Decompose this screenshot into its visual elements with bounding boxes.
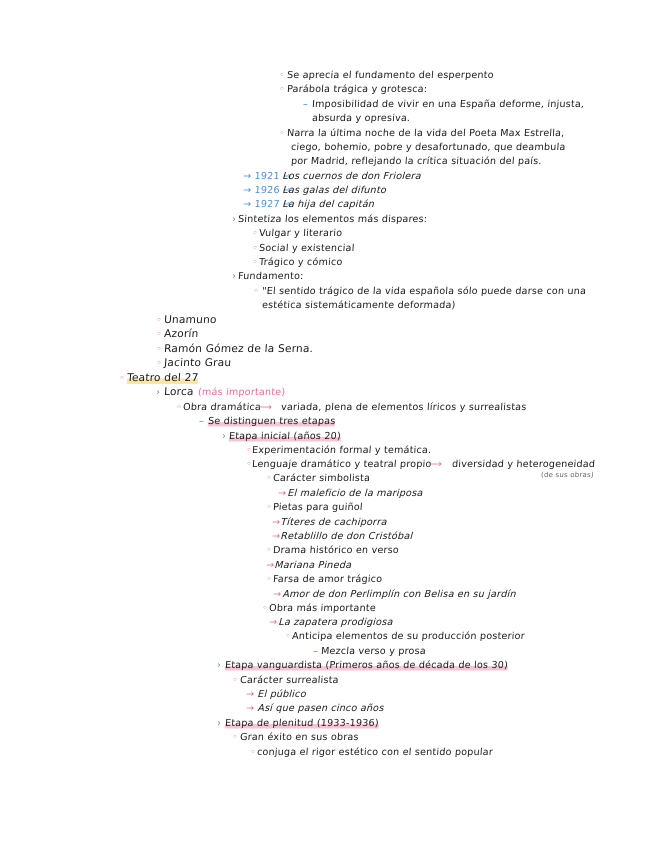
- bullet-icon: ◦: [251, 228, 259, 239]
- note-line-part: →: [277, 488, 287, 499]
- bullet-icon: ◦: [284, 631, 292, 642]
- bullet-icon: ◦: [261, 603, 269, 614]
- note-line: estética sistemáticamente deformada): [261, 300, 456, 311]
- bullet-icon: –: [198, 416, 205, 427]
- note-line: Carácter simbolista: [272, 473, 371, 484]
- note-line-part: Retablillo de don Cristóbal: [280, 531, 414, 542]
- note-line: Narra la última noche de la vida del Poeta Max Estrella,: [286, 128, 565, 139]
- bullet-icon: –: [302, 99, 309, 110]
- bullet-icon: ◦: [249, 747, 257, 758]
- note-line-part: →: [245, 703, 255, 714]
- bullet-icon: ›: [221, 431, 227, 442]
- note-line-part: → 1926 →: [242, 185, 292, 196]
- note-line: Vulgar y literario: [258, 228, 343, 239]
- note-line: Etapa vanguardista (Primeros años de década de los 30): [224, 660, 509, 671]
- bullet-icon: ◦: [231, 675, 239, 686]
- note-line: Ramón Gómez de la Serna.: [163, 343, 314, 355]
- note-line: Mezcla verso y prosa: [320, 646, 427, 657]
- note-line-part: variada, plena de elementos líricos y surrealistas: [280, 402, 527, 413]
- note-line-part: →: [272, 589, 282, 600]
- note-line-part: → 1921 →: [242, 171, 292, 182]
- bullet-icon: ◦: [278, 70, 286, 81]
- bullet-icon: ›: [216, 718, 222, 729]
- bullet-icon: ◦: [278, 84, 286, 95]
- note-line: Fundamento:: [237, 271, 304, 282]
- note-line-part: (más importante): [197, 387, 286, 398]
- bullet-icon: –: [312, 646, 319, 657]
- note-line-part: ›: [155, 387, 161, 398]
- bullet-icon: ◦: [155, 358, 163, 369]
- bullet-icon: ◦: [265, 545, 273, 556]
- note-line-part: ◦: [175, 402, 183, 413]
- bullet-icon: ◦: [245, 445, 253, 456]
- note-line: "El sentido trágico de la vida española sólo puede darse con una: [261, 286, 587, 297]
- note-line: Obra más importante: [268, 603, 377, 614]
- note-line: Carácter surrealista: [239, 675, 340, 686]
- note-line: Pietas para guiñol: [272, 502, 364, 513]
- note-line: Se distinguen tres etapas: [207, 416, 336, 427]
- note-line: Azorín: [163, 328, 199, 340]
- note-line: conjuga el rigor estético con el sentido popular: [256, 747, 494, 758]
- bullet-icon: ◦: [251, 257, 259, 268]
- note-line: Unamuno: [163, 314, 218, 326]
- note-line-part: Títeres de cachiporra: [280, 517, 388, 528]
- note-line-part: Las galas del difunto: [282, 185, 388, 196]
- note-line-part: Así que pasen cinco años: [257, 703, 385, 714]
- note-line: Social y existencial: [258, 243, 355, 254]
- note-line: Etapa inicial (años 20): [228, 431, 342, 442]
- note-line: Etapa de plenitud (1933-1936): [224, 718, 380, 729]
- note-line-part: La hija del capitán: [282, 199, 376, 210]
- bullet-icon: ◦: [118, 373, 126, 384]
- bullet-icon: ◦: [155, 344, 163, 355]
- note-line-part: →: [271, 517, 281, 528]
- note-line: Jacinto Grau: [163, 357, 232, 369]
- bullet-icon: ◦: [252, 286, 260, 297]
- bullet-icon: ◦: [251, 243, 259, 254]
- bullet-icon: ◦: [265, 473, 273, 484]
- note-line-part: →: [268, 617, 278, 628]
- note-line-part: Lorca: [163, 386, 195, 398]
- note-line: absurda y opresiva.: [311, 113, 411, 124]
- note-line-part: (de sus obras): [540, 471, 595, 479]
- note-line: Gran éxito en sus obras: [239, 732, 360, 743]
- note-line: Sintetiza los elementos más dispares:: [237, 214, 428, 225]
- note-line: Drama histórico en verso: [272, 545, 400, 556]
- note-line-part: →: [271, 531, 281, 542]
- note-line-part: ⟶: [257, 402, 273, 413]
- note-line: Teatro del 27: [126, 372, 199, 384]
- note-line-part: diversidad y heterogeneidad: [451, 459, 596, 470]
- bullet-icon: ›: [216, 660, 222, 671]
- bullet-icon: ◦: [231, 732, 239, 743]
- note-line-part: ⟶: [427, 459, 443, 470]
- note-line: ciego, bohemio, pobre y desafortunado, que deambula: [290, 142, 566, 153]
- bullet-icon: ›: [231, 214, 237, 225]
- note-line-part: → 1927 →: [242, 199, 292, 210]
- note-line: Parábola trágica y grotesca:: [286, 84, 428, 95]
- note-line-part: Lenguaje dramático y teatral propio: [251, 459, 432, 470]
- bullet-icon: ◦: [155, 329, 163, 340]
- note-line: Anticipa elementos de su producción posterior: [291, 631, 526, 642]
- note-line-part: Los cuernos de don Friolera: [282, 171, 422, 182]
- bullet-icon: ›: [231, 271, 237, 282]
- note-line-part: La zapatera prodigiosa: [278, 617, 394, 628]
- note-line-part: ◦: [245, 459, 253, 470]
- note-line: Trágico y cómico: [258, 257, 343, 268]
- bullet-icon: ◦: [278, 128, 286, 139]
- note-line-part: Obra dramática: [182, 402, 262, 413]
- note-line: por Madrid, reflejando la crítica situación del país.: [290, 156, 543, 167]
- bullet-icon: ◦: [155, 315, 163, 326]
- note-line: Experimentación formal y temática.: [251, 445, 432, 456]
- note-line-part: Mariana Pineda: [274, 560, 353, 571]
- bullet-icon: ◦: [265, 574, 273, 585]
- note-line-part: El público: [257, 689, 307, 700]
- note-line: Imposibilidad de vivir en una España deforme, injusta,: [311, 99, 585, 110]
- note-line-part: Amor de don Perlimplín con Belisa en su jardín: [282, 589, 517, 600]
- note-line: Se aprecia el fundamento del esperpento: [286, 70, 495, 81]
- note-line: Farsa de amor trágico: [272, 574, 383, 585]
- note-line-part: →: [265, 560, 275, 571]
- bullet-icon: ◦: [265, 502, 273, 513]
- note-line-part: →: [245, 689, 255, 700]
- note-line-part: El maleficio de la mariposa: [287, 488, 424, 499]
